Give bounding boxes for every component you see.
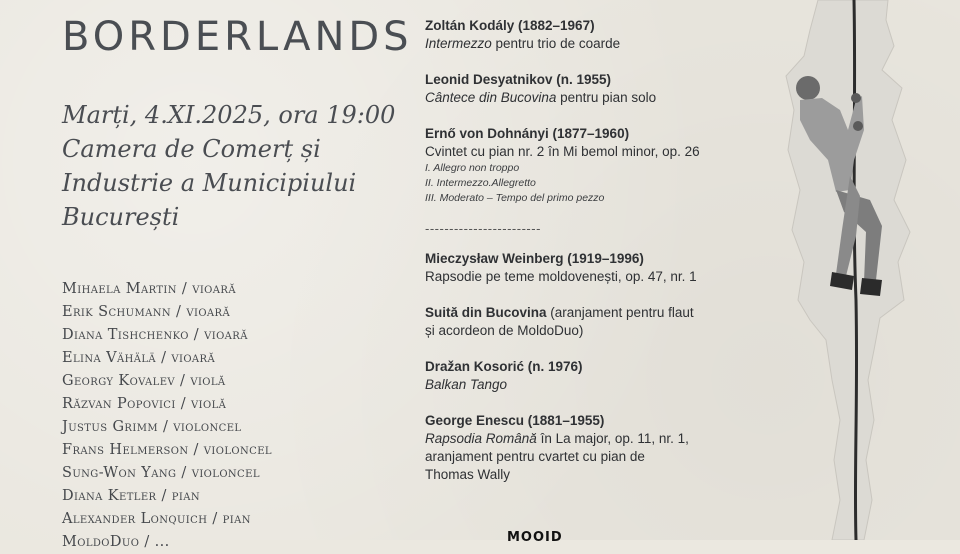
program-item-desyatnikov — [425, 71, 785, 107]
performer: Frans Helmerson / violoncel — [62, 442, 272, 458]
festival-title: BORDERLANDS — [62, 14, 413, 60]
event-date: Marți, 4.XI.2025, ora 19:00 — [62, 101, 396, 129]
work-arrangement: și acordeon de MoldoDuo) — [425, 323, 584, 338]
program-item-dohnanyi — [425, 125, 785, 206]
performer: Elina Vähälä / vioară — [62, 350, 216, 366]
work-title: Suită din Bucovina (aranjament pentru flaut — [425, 305, 694, 320]
performer: Erik Schumann / vioară — [62, 304, 231, 320]
movement: I. Allegro non troppo — [425, 162, 520, 174]
movement-list — [425, 161, 785, 206]
performer: Georgy Kovalev / violă — [62, 373, 226, 389]
work-title: Cântece din Bucovina pentru pian solo — [425, 90, 657, 105]
event-info — [62, 98, 396, 234]
performer: MoldoDuo / ... — [62, 534, 170, 550]
work-arranger: Thomas Wally — [425, 467, 511, 482]
composer-name: Leonid Desyatnikov (n. 1955) — [425, 72, 612, 87]
composer-name: George Enescu (1881–1955) — [425, 413, 605, 428]
composer-name: Dražan Kosorić (n. 1976) — [425, 359, 583, 374]
composer-name: Zoltán Kodály (1882–1967) — [425, 18, 595, 33]
work-title: Intermezzo pentru trio de coarde — [425, 36, 621, 51]
program-item-enescu — [425, 412, 785, 484]
performer: Justus Grimm / violoncel — [62, 419, 242, 435]
event-venue-line-1: Camera de Comerț și — [62, 135, 321, 163]
work-title: Rapsodia Română în La major, op. 11, nr. 1, — [425, 431, 689, 446]
program-item-kosoric — [425, 358, 785, 394]
performer: Alexander Lonquich / pian — [62, 511, 251, 527]
performer: Sung-Won Yang / violoncel — [62, 465, 260, 481]
work-title: Balkan Tango — [425, 377, 508, 392]
movement: III. Moderato – Tempo del primo pezzo — [425, 192, 605, 204]
work-title: Rapsodie pe teme moldovenești, op. 47, nr. 1 — [425, 269, 697, 284]
performer: Mihaela Martin / vioară — [62, 281, 236, 297]
composer-name: Mieczysław Weinberg (1919–1996) — [425, 251, 644, 266]
performer: Răzvan Popovici / violă — [62, 396, 227, 412]
performer: Diana Tishchenko / vioară — [62, 327, 248, 343]
performer: Diana Ketler / pian — [62, 488, 201, 504]
event-venue-line-2: Industrie a Municipiului — [62, 169, 357, 197]
event-venue-line-3: București — [62, 203, 180, 231]
sponsor-logo: MOOID — [507, 530, 563, 545]
work-title: Cvintet cu pian nr. 2 în Mi bemol minor, op. 26 — [425, 144, 700, 159]
work-arrangement: aranjament pentru cvartet cu pian de — [425, 449, 645, 464]
program-separator: ------------------------ — [425, 221, 541, 236]
composer-name: Ernő von Dohnányi (1877–1960) — [425, 126, 630, 141]
movement: II. Intermezzo.Allegretto — [425, 177, 536, 189]
performer-list — [62, 278, 392, 554]
climber-photo — [770, 0, 960, 540]
program-item-suita — [425, 304, 785, 340]
concert-program — [425, 17, 785, 502]
program-item-weinberg — [425, 250, 785, 286]
program-item-kodaly — [425, 17, 785, 53]
